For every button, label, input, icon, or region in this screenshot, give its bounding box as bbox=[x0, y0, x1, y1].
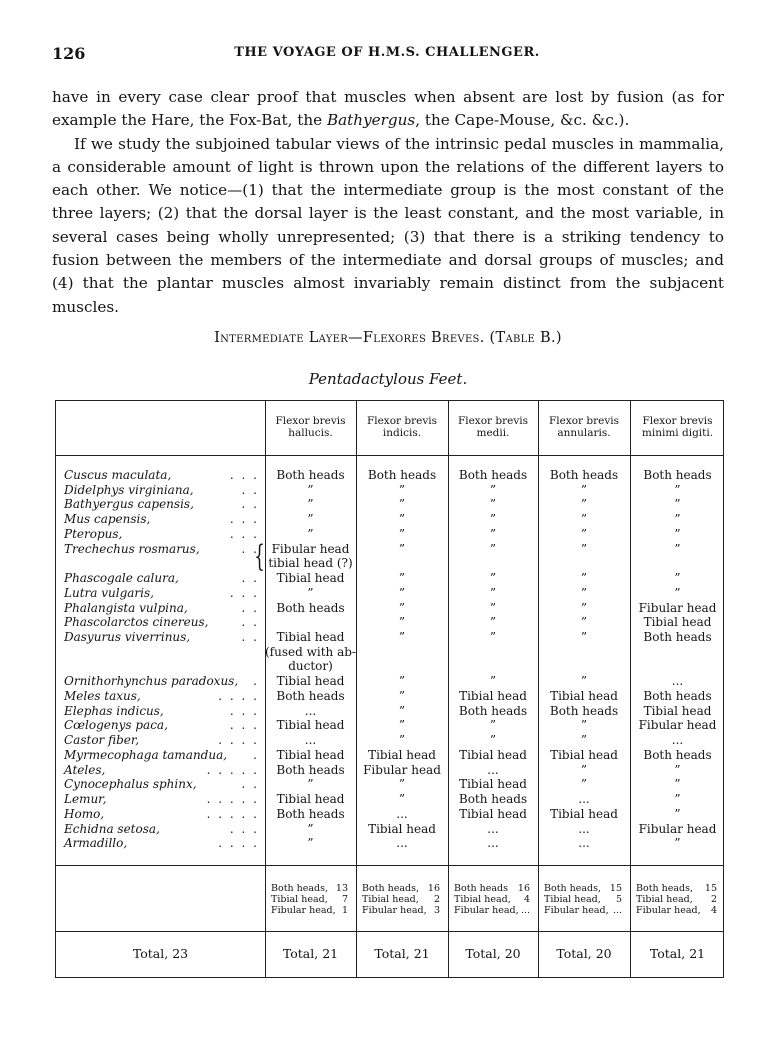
table-cell: Tibial head bbox=[550, 806, 618, 821]
table-cell: ” bbox=[398, 674, 406, 689]
table-cell: ” bbox=[398, 482, 406, 497]
table-cell: ... bbox=[304, 733, 317, 748]
leader-dots: . . bbox=[241, 497, 259, 512]
table-cell: Both heads bbox=[643, 630, 712, 645]
row-label: Meles taxus, bbox=[64, 688, 141, 703]
leader-dots: . . . . . bbox=[206, 792, 259, 807]
table-cell: Both heads bbox=[276, 468, 345, 482]
table-cell: ... bbox=[578, 792, 590, 807]
table-cell: Tibial head bbox=[550, 747, 618, 762]
table-cell: ” bbox=[580, 541, 588, 556]
table-cell: ... bbox=[396, 806, 408, 821]
table-cell: ” bbox=[307, 836, 314, 851]
table-cell: ... bbox=[304, 703, 317, 718]
table-cell: ” bbox=[674, 526, 681, 541]
table-cell: ... bbox=[671, 733, 684, 748]
table-cell: Tibial head bbox=[459, 688, 527, 703]
table-cell: Both heads bbox=[643, 747, 712, 762]
leader-dots: . . . . bbox=[218, 733, 259, 748]
row-label: Armadillo, bbox=[64, 836, 128, 851]
table-cell: Both heads bbox=[276, 688, 345, 703]
table-cell: Both heads bbox=[643, 468, 712, 482]
table-cell: ” bbox=[398, 792, 406, 807]
table-cell: ” bbox=[489, 571, 497, 586]
brace-symbol: { bbox=[254, 539, 265, 574]
table-cell: ” bbox=[489, 541, 497, 556]
row-label: Myrmecophaga tamandua, bbox=[64, 747, 228, 762]
table-cell: Tibial head bbox=[276, 747, 345, 762]
total-cell: Total, 23 bbox=[132, 946, 189, 961]
table-cell: Fibular head bbox=[363, 762, 441, 777]
leader-dots: . . bbox=[241, 541, 259, 556]
row-label: Mus capensis, bbox=[64, 512, 151, 527]
leader-dots: . . . . bbox=[218, 836, 259, 851]
table-cell: ” bbox=[398, 688, 406, 703]
table-cell: ” bbox=[580, 571, 588, 586]
leader-dots: . . bbox=[241, 615, 259, 630]
table-cell: ” bbox=[489, 674, 497, 689]
table-cell: Tibial head bbox=[276, 792, 345, 807]
column-header: Flexor brevis medii. bbox=[457, 415, 529, 439]
table-cell: ” bbox=[307, 585, 314, 600]
table-cell: ” bbox=[398, 541, 406, 556]
table-cell: ” bbox=[674, 792, 681, 807]
summary-rule bbox=[56, 865, 723, 866]
row-label: Phascogale calura, bbox=[64, 571, 179, 586]
leader-dots: . . . bbox=[229, 821, 259, 836]
row-label: Dasyurus viverrinus, bbox=[64, 630, 191, 645]
table-cell: ” bbox=[398, 585, 406, 600]
table-cell: ” bbox=[674, 762, 681, 777]
table-cell: ” bbox=[398, 630, 406, 645]
column-header: Flexor brevis indicis. bbox=[366, 415, 438, 439]
header-rule bbox=[56, 455, 723, 456]
table-cell: Tibial head bbox=[276, 571, 345, 586]
table-cell: ... bbox=[487, 821, 499, 836]
table-cell: ... bbox=[578, 836, 590, 851]
row-label: Phascolarctos cinereus, bbox=[64, 615, 209, 630]
total-cell: Total, 21 bbox=[374, 946, 430, 961]
row-label: Cynocephalus sphinx, bbox=[64, 777, 197, 792]
table-cell: ” bbox=[580, 733, 588, 748]
table-cell: ” bbox=[580, 497, 588, 512]
leader-dots: . . . bbox=[229, 512, 259, 527]
leader-dots: . bbox=[253, 674, 259, 689]
table-cell: ” bbox=[398, 571, 406, 586]
muscle-table bbox=[55, 400, 724, 978]
table-cell: Tibial head bbox=[643, 615, 712, 630]
row-label: Lemur, bbox=[64, 792, 107, 807]
table-cell: Both heads bbox=[458, 703, 528, 718]
table-cell: ” bbox=[398, 703, 406, 718]
table-cell: ” bbox=[307, 497, 314, 512]
table-cell: ” bbox=[307, 777, 314, 792]
table-cell: Fibular head bbox=[271, 541, 350, 556]
table-cell: ” bbox=[398, 512, 406, 527]
table-cell: Both heads bbox=[458, 468, 528, 482]
leader-dots: . . bbox=[241, 571, 259, 586]
table-title: Intermediate Layer—Flexores Breves. (Table B.) bbox=[214, 330, 562, 346]
row-label: Castor fiber, bbox=[64, 733, 140, 748]
running-title: THE VOYAGE OF H.M.S. CHALLENGER. bbox=[234, 45, 540, 60]
row-label: Cuscus maculata, bbox=[64, 468, 172, 482]
table-cell: Tibial head bbox=[459, 806, 527, 821]
table-cell: Tibial head bbox=[459, 777, 527, 792]
leader-dots: . . . bbox=[229, 526, 259, 541]
table-cell: Both heads bbox=[549, 468, 619, 482]
table-cell: ... bbox=[487, 836, 499, 851]
table-cell: Tibial head bbox=[276, 718, 345, 733]
column-header: Flexor brevis hallucis. bbox=[275, 415, 346, 439]
table-subtitle: Pentadactylous Feet. bbox=[308, 370, 468, 388]
table-cell: Both heads bbox=[549, 703, 619, 718]
row-label: Ornithorhynchus paradoxus, bbox=[64, 674, 239, 689]
table-cell: Both heads bbox=[367, 468, 437, 482]
row-label: Bathyergus capensis, bbox=[64, 497, 194, 512]
table-cell: ” bbox=[580, 777, 588, 792]
row-label: Elephas indicus, bbox=[64, 703, 164, 718]
table-cell: Both heads bbox=[458, 792, 528, 807]
leader-dots: . . bbox=[241, 630, 259, 645]
leader-dots: . . bbox=[241, 777, 259, 792]
table-cell: ” bbox=[489, 512, 497, 527]
table-cell: Tibial head bbox=[643, 703, 712, 718]
table-cell: ” bbox=[674, 585, 681, 600]
summary-counts: Both heads, 15 Tibial head, 5 Fibular head, ... bbox=[544, 883, 622, 916]
column-header: Flexor brevis annularis. bbox=[548, 415, 620, 439]
page-header bbox=[52, 44, 722, 66]
row-label: Pteropus, bbox=[64, 526, 123, 541]
summary-counts: Both heads, 15 Tibial head, 2 Fibular head, 4 bbox=[636, 883, 717, 916]
table-cell: ” bbox=[489, 526, 497, 541]
table-cell: ” bbox=[489, 600, 497, 615]
table-cell: ... bbox=[487, 762, 499, 777]
table-cell: Both heads bbox=[276, 762, 345, 777]
table-cell: ” bbox=[307, 512, 314, 527]
table-cell: ... bbox=[578, 821, 590, 836]
table-cell: Both heads bbox=[276, 600, 345, 615]
table-cell: (fused with ab- bbox=[265, 644, 356, 659]
table-cell: ” bbox=[398, 526, 406, 541]
table-cell: ” bbox=[489, 718, 497, 733]
leader-dots: . . . bbox=[229, 718, 259, 733]
summary-counts: Both heads, 16 Tibial head, 2 Fibular head, 3 bbox=[362, 883, 440, 916]
total-cell: Total, 21 bbox=[282, 946, 339, 961]
row-label: Trechechus rosmarus, bbox=[64, 541, 200, 556]
table-cell: ” bbox=[489, 482, 497, 497]
summary-counts: Both heads 16 Tibial head, 4 Fibular head, ... bbox=[454, 883, 530, 916]
summary-counts: Both heads, 13 Tibial head, 7 Fibular head, 1 bbox=[271, 883, 348, 916]
table-cell: ” bbox=[398, 497, 406, 512]
table-cell: ... bbox=[396, 836, 408, 851]
table-cell: Tibial head bbox=[276, 630, 345, 645]
leader-dots: . . . . . bbox=[206, 762, 259, 777]
row-label: Cœlogenys paca, bbox=[64, 718, 168, 733]
table-cell: ” bbox=[307, 821, 314, 836]
table-cell: ” bbox=[489, 630, 497, 645]
table-cell: ” bbox=[580, 718, 588, 733]
table-cell: ... bbox=[671, 674, 684, 689]
table-cell: Both heads bbox=[643, 688, 712, 703]
table-cell: ” bbox=[674, 482, 681, 497]
table-cell: Tibial head bbox=[459, 747, 527, 762]
row-label: Phalangista vulpina, bbox=[64, 600, 188, 615]
leader-dots: . . . bbox=[229, 468, 259, 482]
leader-dots: . . . bbox=[229, 703, 259, 718]
table-cell: Tibial head bbox=[276, 674, 345, 689]
table-cell: ” bbox=[489, 497, 497, 512]
table-cell: ” bbox=[580, 600, 588, 615]
table-cell: Tibial head bbox=[550, 688, 618, 703]
row-label: Echidna setosa, bbox=[64, 821, 160, 836]
paragraph-1: have in every case clear proof that muscles when absent are lost by fusion (as for example the Hare, the Fox-Bat, the Bathyergus, the Cape-Mouse, &c. &c.). bbox=[52, 88, 724, 130]
table-cell: Fibular head bbox=[638, 821, 717, 836]
leader-dots: . . bbox=[241, 482, 259, 497]
table-cell: ” bbox=[398, 615, 406, 630]
page-number: 126 bbox=[52, 44, 86, 63]
total-cell: Total, 20 bbox=[465, 946, 521, 961]
table-cell: ” bbox=[307, 526, 314, 541]
total-cell: Total, 20 bbox=[556, 946, 612, 961]
table-cell: ” bbox=[489, 733, 497, 748]
table-cell: ” bbox=[580, 585, 588, 600]
row-label: Ateles, bbox=[64, 762, 106, 777]
table-cell: ” bbox=[674, 777, 681, 792]
table-cell: ” bbox=[398, 777, 406, 792]
table-cell: ” bbox=[580, 482, 588, 497]
leader-dots: . . . . . bbox=[206, 806, 259, 821]
leader-dots: . . . . bbox=[218, 688, 259, 703]
table-cell: ” bbox=[674, 571, 681, 586]
table-cell: ” bbox=[398, 600, 406, 615]
table-cell: ductor) bbox=[288, 659, 333, 674]
table-cell: ” bbox=[674, 497, 681, 512]
table-cell: Fibular head bbox=[638, 600, 717, 615]
table-cell: ” bbox=[580, 630, 588, 645]
leader-dots: . bbox=[253, 747, 259, 762]
table-cell: Fibular head bbox=[638, 718, 717, 733]
table-cell: ” bbox=[674, 806, 681, 821]
table-cell: ” bbox=[580, 526, 588, 541]
table-cell: ” bbox=[580, 762, 588, 777]
table-cell: Tibial head bbox=[368, 747, 436, 762]
table-cell: ” bbox=[674, 541, 681, 556]
table-cell: ” bbox=[674, 512, 681, 527]
leader-dots: . . bbox=[241, 600, 259, 615]
table-cell: Tibial head bbox=[368, 821, 436, 836]
row-label: Didelphys virginiana, bbox=[64, 482, 194, 497]
leader-dots: . . . bbox=[229, 585, 259, 600]
row-label: Lutra vulgaris, bbox=[64, 585, 154, 600]
table-cell: ” bbox=[489, 585, 497, 600]
table-cell: ” bbox=[580, 674, 588, 689]
paragraph-2: If we study the subjoined tabular views of the intrinsic pedal muscles in mammalia, a considerable amount of light is thrown upon the relations of the different layers to each other. We notice—(1) that the intermediate group is the most constant of the three layers; (2) that the dorsal layer is the least constant, and the most variable, in several cases being wholly unrepresented; (3) that there is a striking tendency to fusion between the members of the intermediate and dorsal groups of muscles; and (4) that the plantar muscles almost invariably remain distinct from the subjacent muscles. bbox=[52, 134, 724, 316]
row-label: Homo, bbox=[64, 806, 105, 821]
table-cell: ” bbox=[580, 512, 588, 527]
table-cell: ” bbox=[398, 733, 406, 748]
column-header: Flexor brevis minimi digiti. bbox=[641, 415, 714, 439]
total-rule bbox=[56, 931, 723, 932]
body-text bbox=[52, 86, 724, 319]
total-cell: Total, 21 bbox=[649, 946, 706, 961]
table-cell: ” bbox=[489, 615, 497, 630]
table-cell: Both heads bbox=[276, 806, 345, 821]
table-cell: ” bbox=[398, 718, 406, 733]
table-cell: ” bbox=[674, 836, 681, 851]
table-cell: tibial head (?) bbox=[268, 556, 353, 571]
table-cell: ” bbox=[307, 482, 314, 497]
table-cell: ” bbox=[580, 615, 588, 630]
